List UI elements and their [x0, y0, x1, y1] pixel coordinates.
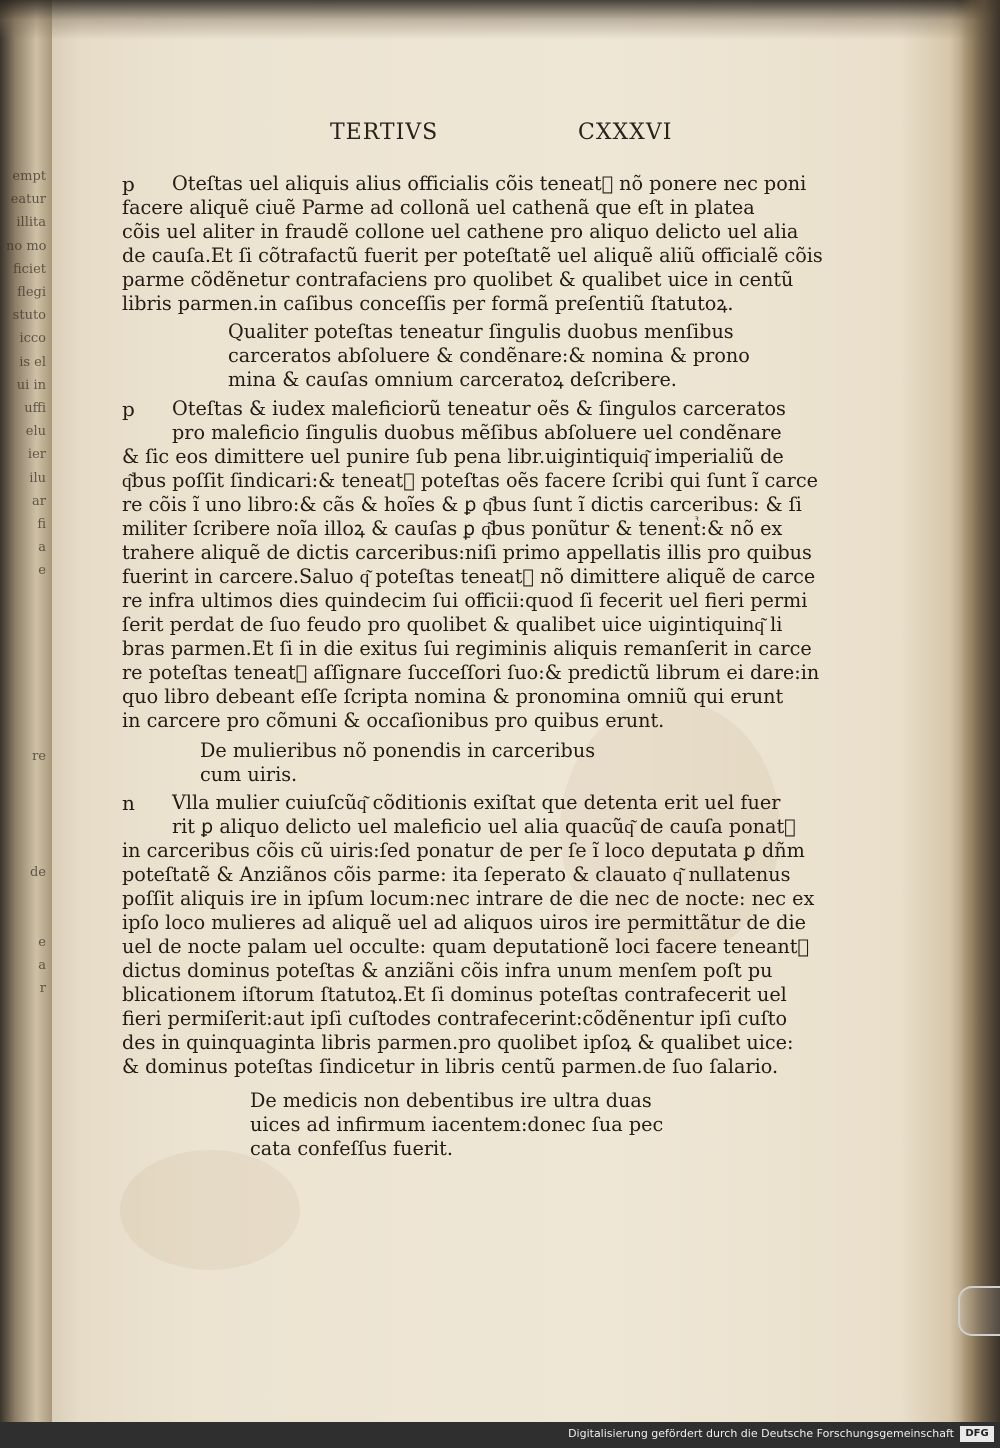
rubric-line: Qualiter poteſtas teneatur ſingulis duobus menſibus	[228, 320, 734, 343]
text-line: trahere aliquẽ de dictis carceribus:niſi primo appellatis illis pro quibus	[122, 541, 812, 564]
facing-page-fragment: elu	[25, 424, 46, 440]
funding-credit: Digitalisierung gefördert durch die Deutsche Forschungsgemeinschaft	[568, 1427, 954, 1440]
dfg-logo: DFG	[960, 1426, 994, 1442]
text-line: ipſo loco mulieres ad aliquẽ uel ad aliquos uiros ire permittãtur de die	[122, 911, 806, 934]
facing-page-fragment	[6, 699, 46, 722]
facing-page-fragment	[6, 768, 46, 791]
facing-page-fragment	[6, 1047, 46, 1070]
facing-page-fragment: eatur	[10, 192, 46, 208]
facing-page-fragment	[6, 583, 46, 606]
rubric-line: cum uiris.	[200, 763, 298, 786]
facing-page-fragment	[6, 838, 46, 861]
text-line: in carcere pro cõmuni & occaſionibus pro quibus erunt.	[122, 709, 665, 732]
text-line: facere aliquẽ ciuẽ Parme ad collonã uel cathenã que eſt in platea	[122, 196, 755, 219]
text-line: quo libro debeant eſſe ſcripta nomina & pronomina omniũ qui erunt	[122, 685, 784, 708]
text-line: re cõis ĩ uno libro:& cãs & hoĩes & ꝑ q͂bus ſunt ĩ dictis carceribus: & ſi	[122, 493, 802, 516]
facing-page-fragment: ficiet	[12, 261, 46, 277]
text-line: cõis uel aliter in fraudẽ collone uel cathene pro aliquo delicto uel alia	[122, 220, 799, 243]
facing-page-fragment: de	[29, 865, 46, 881]
facing-page-fragment: illita	[16, 215, 46, 231]
text-line: Oteſtas uel aliquis alius officialis cõis teneatᷣ nõ ponere nec poni	[172, 172, 807, 195]
text-line: & ſic eos dimittere uel punire ſub pena libr.uigintiquiq͂ imperialiũ de	[122, 445, 784, 468]
facing-page-fragment: no mo	[6, 238, 46, 254]
text-line: Oteſtas & iudex maleficiorũ teneatur oẽs & ſingulos carceratos	[172, 397, 786, 420]
facing-page-fragments	[6, 165, 46, 1070]
page-fore-edge	[960, 0, 1000, 1422]
facing-page-fragment: re	[32, 749, 46, 765]
facing-page-fragment	[6, 1000, 46, 1023]
facing-page-fragment: ier	[27, 447, 46, 463]
facing-page-fragment	[6, 652, 46, 675]
text-line: q͂bus poſſit ſindicari:& teneatᷣ poteſtas oẽs facere ſcribi qui ſunt ĩ carce	[122, 469, 818, 492]
text-line: uel de nocte palam uel occulte: quam deputationẽ loci facere teneantᷣ	[122, 935, 809, 958]
digitization-footer	[0, 1422, 1000, 1448]
facing-page-fragment: stuto	[12, 308, 46, 324]
facing-page-fragment: icco	[19, 331, 46, 347]
facing-page-fragment: fi	[37, 517, 46, 533]
text-line: & dominus poteſtas ſindicetur in libris centũ parmen.de ſuo ſalario.	[122, 1055, 779, 1078]
rubric-line: De medicis non debentibus ire ultra duas	[250, 1089, 652, 1112]
facing-page-fragment	[6, 629, 46, 652]
running-head	[0, 120, 1000, 150]
facing-page-fragment: is el	[19, 354, 46, 370]
facing-page-fragment: e	[38, 563, 46, 579]
initial-letter: p	[122, 172, 135, 196]
facing-page-fragment: uffi	[24, 401, 46, 417]
facing-page-fragment	[6, 815, 46, 838]
text-line: des in quinquaginta libris parmen.pro quolibet ipſoꝝ & qualibet uice:	[122, 1031, 794, 1054]
facing-page-fragment: ui in	[16, 377, 46, 393]
text-line: poſſit aliquis ire in ipſum locum:nec intrare de die nec de nocte: nec ex	[122, 887, 815, 910]
running-title: TERTIVS	[330, 120, 439, 145]
facing-page-fragment	[6, 606, 46, 629]
text-line: in carceribus cõis cũ uiris:ſed ponatur de per ſe ĩ loco deputata ꝑ dñm	[122, 839, 805, 862]
rubric-line: carceratos abſoluere & condẽnare:& nomina & prono	[228, 344, 750, 367]
text-line: bras parmen.Et ſi in die exitus ſui regiminis aliquis remanſerit in carce	[122, 637, 812, 660]
facing-page-fragment	[6, 1024, 46, 1047]
rubric-line: uices ad infirmum iacentem:donec ſua pec	[250, 1113, 664, 1136]
text-line: fuerint in carcere.Saluo q͂ poteſtas teneatᷣ nõ dimittere aliquẽ de carce	[122, 565, 816, 588]
folio-number: CXXXVI	[578, 120, 673, 145]
facing-page-fragment	[6, 675, 46, 698]
text-line: re poteſtas teneatᷣ aſſignare ſucceſſori ſuo:& predictũ librum ei dare:in	[122, 661, 820, 684]
rubric-line: De mulieribus nõ ponendis in carceribus	[200, 739, 596, 762]
page-tab-marker	[958, 1286, 1000, 1336]
text-line: blicationem iſtorum ſtatutoꝝ.Et ſi dominus poteſtas contrafecerit uel	[122, 983, 787, 1006]
text-line: militer ſcribere noĩa illoꝝ & cauſas ꝑ q͂bus ponũtur & tenentᷣ:& nõ ex	[122, 517, 783, 540]
facing-page-fragment: empt	[12, 169, 46, 184]
facing-page-fragment: a	[38, 540, 46, 556]
facing-page-edge	[0, 0, 52, 1422]
initial-letter: n	[122, 791, 135, 815]
facing-page-fragment: flegi	[17, 285, 46, 301]
facing-page-fragment: e	[38, 934, 46, 950]
text-line: poteſtatẽ & Anziãnos cõis parme: ita ſeperato & clauato q͂ nullatenus	[122, 863, 791, 886]
text-line: ſerit perdat de ſuo feudo pro quolibet & qualibet uice uigintiquinq͂ li	[122, 613, 783, 636]
text-line: de cauſa.Et ſi cõtrafactũ fuerit per poteſtatẽ uel aliquẽ aliũ officialẽ cõis	[122, 244, 823, 267]
initial-letter: p	[122, 397, 135, 421]
text-line: dictus dominus poteſtas & anziãni cõis infra unum menſem poſt pu	[122, 959, 773, 982]
facing-page-fragment: ar	[32, 493, 46, 509]
facing-page-fragment	[6, 722, 46, 745]
facing-page-fragment	[6, 908, 46, 931]
facing-page-fragment: r	[39, 981, 46, 997]
rubric-line: mina & cauſas omnium carceratoꝝ deſcribere.	[228, 368, 677, 391]
text-line: Vlla mulier cuiuſcũq͂ cõditionis exiſtat que detenta erit uel fuer	[172, 791, 781, 814]
text-line: fieri permiſerit:aut ipſi cuſtodes contrafecerint:cõdẽnentur ipſi cuſto	[122, 1007, 788, 1030]
facing-page-fragment: a	[38, 957, 46, 973]
facing-page-fragment: ilu	[29, 470, 46, 486]
facing-page-fragment	[6, 791, 46, 814]
rubric-line: cata confeſſus fuerit.	[250, 1137, 453, 1160]
paper-stain	[120, 1150, 300, 1270]
text-line: libris parmen.in caſibus conceſſis per formã preſentiũ ſtatutoꝝ.	[122, 292, 734, 315]
facing-page-fragment	[6, 884, 46, 907]
scan-top-shadow	[0, 0, 1000, 40]
text-line: re infra ultimos dies quindecim ſui officii:quod ſi fecerit uel fieri permi	[122, 589, 808, 612]
text-line: pro maleficio ſingulis duobus mẽſibus abſoluere uel condẽnare	[172, 421, 782, 444]
text-line: rit ꝑ aliquo delicto uel maleficio uel alia quacũq͂ de cauſa ponatᷣ	[172, 815, 796, 838]
text-line: parme cõdẽnetur contrafaciens pro quolibet & qualibet uice in centũ	[122, 268, 794, 291]
